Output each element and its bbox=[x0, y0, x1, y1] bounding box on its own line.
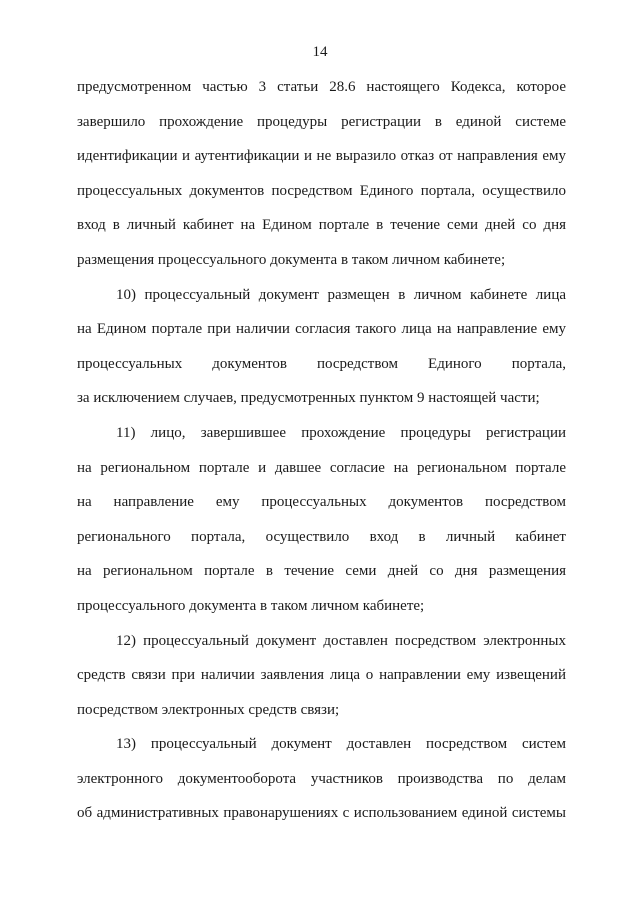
paragraph-item-13 bbox=[77, 727, 566, 831]
page-number: 14 bbox=[312, 44, 328, 60]
text-line: об административных правонарушениях с использованием единой системы bbox=[77, 805, 566, 822]
text-line: размещения процессуального документа в таком личном кабинете; bbox=[77, 251, 506, 268]
text-line: завершило прохождение процедуры регистрации в единой системе bbox=[77, 113, 566, 130]
paragraph-continuation bbox=[77, 70, 566, 278]
text-line: 11) лицо, завершившее прохождение процедуры регистрации bbox=[116, 424, 566, 441]
text-line: посредством электронных средств связи; bbox=[77, 701, 340, 718]
text-line: электронного документооборота участников производства по делам bbox=[77, 770, 566, 787]
text-line: процессуального документа в таком личном кабинете; bbox=[77, 597, 425, 614]
text-line: средств связи при наличии заявления лица о направлении ему извещений bbox=[77, 667, 566, 684]
text-line: процессуальных документов посредством Единого портала, осуществило bbox=[77, 182, 566, 199]
text-line: на региональном портале и давшее согласие на региональном портале bbox=[77, 459, 566, 476]
text-line: на направление ему процессуальных документов посредством bbox=[77, 494, 566, 511]
paragraph-item-12 bbox=[77, 624, 566, 728]
paragraph-item-11 bbox=[77, 416, 566, 624]
text-line: 12) процессуальный документ доставлен посредством электронных bbox=[116, 632, 566, 649]
paragraph-item-10 bbox=[77, 278, 566, 416]
text-line: 13) процессуальный документ доставлен посредством систем bbox=[116, 736, 566, 753]
text-line: процессуальных документов посредством Единого портала, bbox=[77, 355, 566, 372]
text-line: предусмотренном частью 3 статьи 28.6 настоящего Кодекса, которое bbox=[77, 79, 566, 95]
text-line: идентификации и аутентификации и не выразило отказ от направления ему bbox=[77, 148, 566, 165]
text-line: вход в личный кабинет на Едином портале в течение семи дней со дня bbox=[77, 217, 566, 234]
text-line: на региональном портале в течение семи дней со дня размещения bbox=[77, 563, 566, 580]
text-line: регионального портала, осуществило вход в личный кабинет bbox=[77, 528, 566, 545]
document-body bbox=[77, 70, 566, 831]
text-line: за исключением случаев, предусмотренных пунктом 9 настоящей части; bbox=[77, 390, 540, 407]
text-line: 10) процессуальный документ размещен в личном кабинете лица bbox=[116, 286, 566, 303]
text-line: на Едином портале при наличии согласия такого лица на направление ему bbox=[77, 321, 566, 338]
